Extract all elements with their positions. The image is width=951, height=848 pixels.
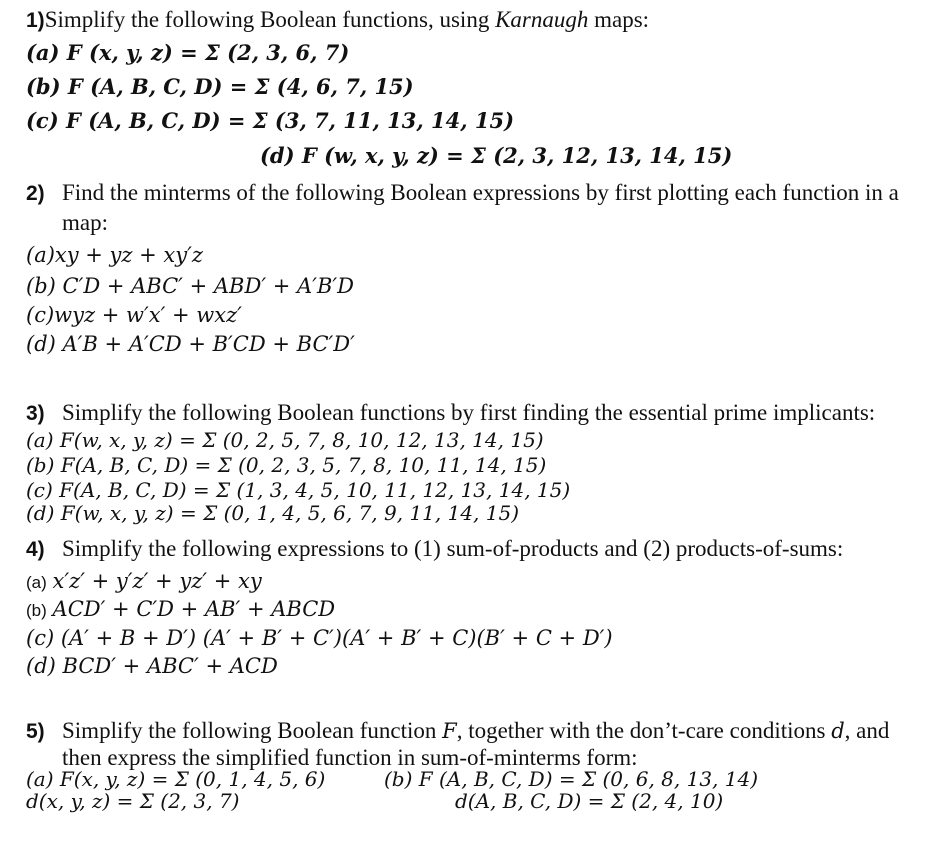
q3-part-c: (c) F(A, B, C, D) = Σ (1, 3, 4, 5, 10, 11, 12, 13, 14, 15)	[26, 478, 571, 502]
q3-prompt	[26, 400, 875, 427]
q5-number: 5)	[26, 720, 45, 743]
q4-part-d: (d) BCD′ + ABC′ + ACD	[26, 654, 278, 678]
q4-number: 4)	[26, 538, 45, 561]
q5-part-b-function: (b) F (A, B, C, D) = Σ (0, 6, 8, 13, 14)	[384, 767, 759, 791]
q2-part-b: (b) C′D + ABC′ + ABD′ + A′B′D	[26, 274, 355, 298]
q3-part-d: (d) F(w, x, y, z) = Σ (0, 1, 4, 5, 6, 7, 9, 11, 14, 15)	[26, 501, 520, 525]
q2-number: 2)	[26, 182, 45, 205]
q5-part-a-dontcare: d(x, y, z) = Σ (2, 3, 7)	[26, 789, 240, 813]
q4-part-a	[26, 568, 262, 596]
q5-prompt-mid: , together with the don’t-care conditions	[456, 718, 832, 743]
q1-prompt-pre: Simplify the following Boolean functions, using	[44, 7, 496, 32]
q4-part-b	[26, 596, 335, 624]
q5-prompt-pre: Simplify the following Boolean function	[62, 718, 443, 743]
q1-part-b: (b) F (A, B, C, D) = Σ (4, 6, 7, 15)	[26, 74, 414, 99]
q4-prompt-text: Simplify the following expressions to (1) sum-of-products and (2) products-of-sums:	[62, 536, 844, 561]
q2-part-d: (d) A′B + A′CD + B′CD + BC′D′	[26, 332, 355, 356]
q1-prompt-post: maps:	[588, 7, 650, 32]
q3-prompt-text: Simplify the following Boolean functions by first finding the essential prime implicants:	[62, 400, 876, 425]
q5-prompt-line2: then express the simplified function in sum-of-minterms form:	[62, 745, 638, 770]
q2-prompt-line2: map:	[62, 210, 108, 235]
q5-part-b-dontcare: d(A, B, C, D) = Σ (2, 4, 10)	[455, 789, 724, 813]
q2-prompt-text: Find the minterms of the following Boolean expressions by first plotting each function in a	[62, 180, 899, 205]
q4-part-b-expr: ACD′ + C′D + AB′ + ABCD	[52, 597, 336, 621]
q1-prompt-em: Karnaugh	[495, 7, 589, 32]
q4-prompt	[26, 536, 843, 563]
q4-part-c: (c) (A′ + B + D′) (A′ + B′ + C′)(A′ + B′ + C)(B′ + C + D′)	[26, 626, 613, 650]
q4-part-a-label: (a)	[26, 573, 47, 592]
q5-prompt-d: d	[831, 719, 845, 743]
q5-prompt-F: F	[442, 719, 457, 743]
q3-number: 3)	[26, 402, 45, 425]
q5-prompt-line1	[26, 718, 889, 745]
q3-part-b: (b) F(A, B, C, D) = Σ (0, 2, 3, 5, 7, 8, 10, 11, 14, 15)	[26, 453, 547, 477]
q1-prompt	[26, 7, 649, 34]
q4-part-b-label: (b)	[26, 601, 47, 620]
q2-prompt-line1	[26, 180, 899, 207]
q3-part-a: (a) F(w, x, y, z) = Σ (0, 2, 5, 7, 8, 10, 12, 13, 14, 15)	[26, 428, 544, 452]
q5-prompt-post: , and	[844, 718, 890, 743]
q4-part-a-expr: x′z′ + y′z′ + yz′ + xy	[52, 569, 262, 593]
q5-part-a-function: (a) F(x, y, z) = Σ (0, 1, 4, 5, 6)	[26, 767, 326, 791]
q2-part-a: (a)xy + yz + xy′z	[26, 243, 203, 267]
q1-part-d: (d) F (w, x, y, z) = Σ (2, 3, 12, 13, 14, 15)	[260, 143, 733, 168]
q1-part-a: (a) F (x, y, z) = Σ (2, 3, 6, 7)	[26, 40, 350, 65]
q1-number: 1)	[26, 9, 45, 32]
q1-part-c: (c) F (A, B, C, D) = Σ (3, 7, 11, 13, 14, 15)	[26, 108, 515, 133]
q2-part-c: (c)wyz + w′x′ + wxz′	[26, 303, 242, 327]
